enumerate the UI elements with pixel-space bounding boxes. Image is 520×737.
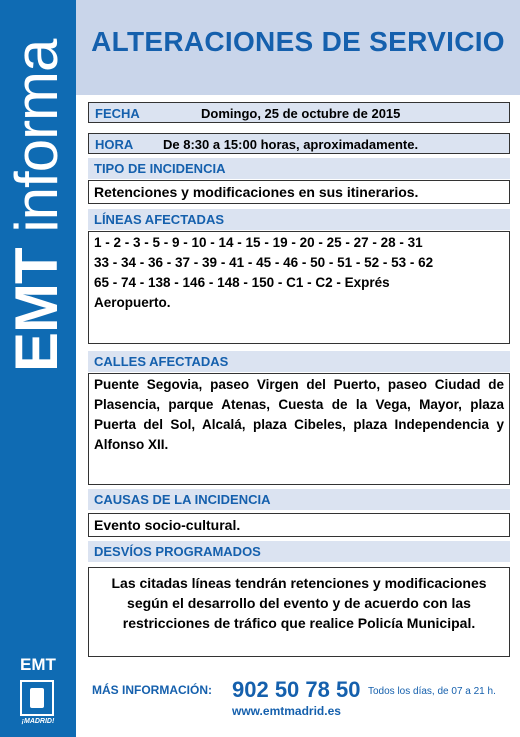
fecha-row [88,102,510,123]
fecha-label: FECHA [95,106,140,121]
vertical-brand [0,0,76,380]
calles-value: Puente Segovia, paseo Virgen del Puerto, paseo Ciudad de Plasencia, parque Atenas, Cuesta de la Vega, Mayor, plaza Puerta del Sol, Alcalá, plaza Cibeles, plaza Independencia y Alfonso XII. [94,377,504,452]
madrid-logo-icon [20,680,54,716]
calles-header [88,351,510,372]
calles-box [88,373,510,485]
fecha-value: Domingo, 25 de octubre de 2015 [201,106,401,121]
sidebar [0,0,76,737]
causas-box [88,513,510,537]
hora-label: HORA [95,137,134,152]
footer-web-link[interactable]: www.emtmadrid.es [232,704,341,718]
tipo-box [88,180,510,204]
tipo-value: Retenciones y modificaciones en sus itinerarios. [94,184,419,200]
causas-header [88,489,510,510]
lineas-line-1: 1 - 2 - 3 - 5 - 9 - 10 - 14 - 15 - 19 - 20 - 25 - 27 - 28 - 31 [94,235,423,250]
emt-label: EMT [20,655,56,674]
lineas-label: LÍNEAS AFECTADAS [94,212,224,227]
brand-light: informa [3,39,70,233]
lineas-box [88,231,510,344]
lineas-header [88,209,510,230]
desvios-label: DESVÍOS PROGRAMADOS [94,544,261,559]
desvios-value: Las citadas líneas tendrán retenciones y modificaciones según el desarrollo del evento y de acuerdo con las restricciones de tráfico que realice Policía Municipal. [111,575,487,631]
brand-wordmark [3,39,70,372]
desvios-header [88,541,510,562]
hora-row [88,133,510,154]
logo-emblem-icon [30,688,44,708]
lineas-line-4: Aeropuerto. [94,295,171,310]
desvios-box [88,567,510,657]
tipo-header [88,158,510,179]
lineas-line-3: 65 - 74 - 138 - 146 - 148 - 150 - C1 - C2 - Exprés [94,275,390,290]
footer-phone[interactable]: 902 50 78 50 [232,677,361,702]
footer-label: MÁS INFORMACIÓN: [92,683,212,697]
footer-hours: Todos los días, de 07 a 21 h. [368,686,496,697]
causas-value: Evento socio-cultural. [94,517,241,533]
lineas-line-2: 33 - 34 - 36 - 37 - 39 - 41 - 45 - 46 - 50 - 51 - 52 - 53 - 62 [94,255,434,270]
logo-text: ¡MADRID! [21,718,55,725]
hora-value: De 8:30 a 15:00 horas, aproximadamente. [163,137,419,152]
calles-label: CALLES AFECTADAS [94,354,229,369]
tipo-label: TIPO DE INCIDENCIA [94,161,226,176]
page-title: ALTERACIONES DE SERVICIO [91,26,505,57]
header [76,0,520,95]
brand-bold: EMT [3,248,70,372]
causas-label: CAUSAS DE LA INCIDENCIA [94,492,271,507]
